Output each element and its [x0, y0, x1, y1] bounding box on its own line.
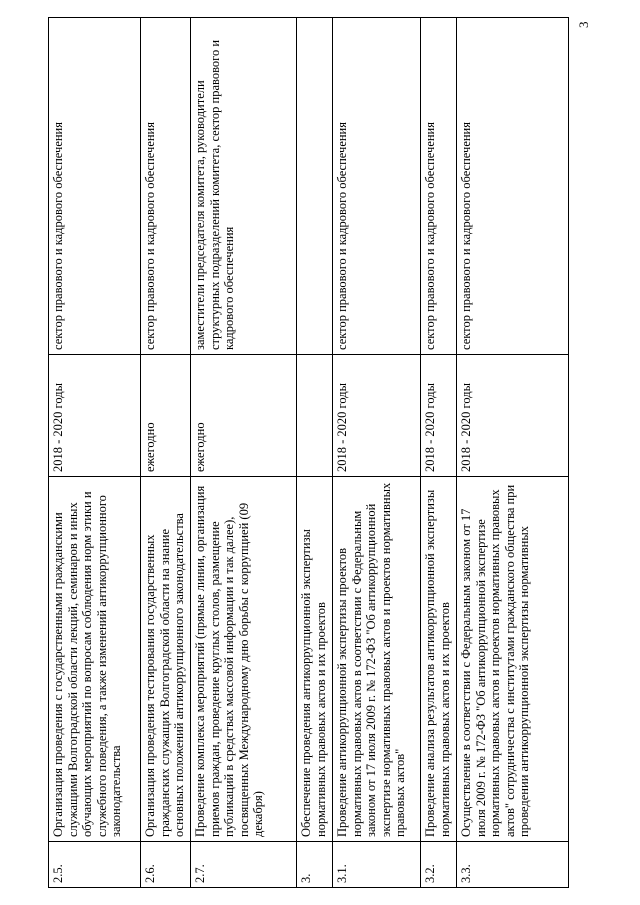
table-row — [141, 18, 191, 888]
activity-cell: Проведение антикоррупционной экспертизы проектов нормативных правовых актов в соответствии с Федеральным законом от 17 июля 2009 г. № 172-ФЗ "Об антикоррупционной экспертизе нормативных правовых актов и проектов нормативных правовых актов" — [333, 477, 421, 842]
rotated-content — [48, 18, 598, 888]
responsible-cell — [297, 18, 333, 355]
row-number: 2.6. — [141, 842, 191, 888]
row-number: 2.7. — [191, 842, 297, 888]
page-number: 3 — [576, 21, 591, 28]
responsible-cell: сектор правового и кадрового обеспечения — [421, 18, 457, 355]
activity-cell: Обеспечение проведения антикоррупционной экспертизы нормативных правовых актов и их проектов — [297, 477, 333, 842]
plan-table — [48, 17, 569, 888]
responsible-cell: заместители председателя комитета, руководители структурных подразделений комитета, сектор правового и кадрового обеспечения — [191, 18, 297, 355]
row-number: 3. — [297, 842, 333, 888]
term-cell: 2018 - 2020 годы — [49, 355, 141, 477]
activity-cell: Осуществление в соответствии с Федеральным законом от 17 июля 2009 г. № 172-ФЗ "Об антикоррупционной экспертизе нормативных правовых актов и проектов нормативных правовых актов" сотрудничества с институтами гражданского общества при проведении антикоррупционной экспертизы нормативных — [457, 477, 569, 842]
term-cell: 2018 - 2020 годы — [421, 355, 457, 477]
responsible-cell: сектор правового и кадрового обеспечения — [141, 18, 191, 355]
term-cell: 2018 - 2020 годы — [457, 355, 569, 477]
activity-cell: Проведение комплекса мероприятий (прямые линии, организация приемов граждан, проведение круглых столов, размещение публикаций в средствах массовой информации и так далее), посвященных Международному дню борьбы с коррупцией (09 декабря) — [191, 477, 297, 842]
table-row — [49, 18, 141, 888]
responsible-cell: сектор правового и кадрового обеспечения — [49, 18, 141, 355]
term-cell: 2018 - 2020 годы — [333, 355, 421, 477]
responsible-cell: сектор правового и кадрового обеспечения — [457, 18, 569, 355]
row-number: 3.2. — [421, 842, 457, 888]
term-cell — [297, 355, 333, 477]
row-number: 3.3. — [457, 842, 569, 888]
responsible-cell: сектор правового и кадрового обеспечения — [333, 18, 421, 355]
table-row — [457, 18, 569, 888]
term-cell: ежегодно — [191, 355, 297, 477]
row-number: 3.1. — [333, 842, 421, 888]
term-cell: ежегодно — [141, 355, 191, 477]
table-row — [333, 18, 421, 888]
activity-cell: Организация проведения тестирования государственных гражданских служащих Волгоградской области на знание основных положений антикоррупционного законодательства — [141, 477, 191, 842]
table-row — [421, 18, 457, 888]
activity-cell: Проведение анализа результатов антикоррупционной экспертизы нормативных правовых актов и их проектов — [421, 477, 457, 842]
row-number: 2.5. — [49, 842, 141, 888]
table-row — [191, 18, 297, 888]
table-row — [297, 18, 333, 888]
activity-cell: Организация проведения с государственными гражданскими служащими Волгоградской области лекций, семинаров и иных обучающих мероприятий по вопросам соблюдения норм этики и служебного поведения, а также изменений антикоррупционного законодательства — [49, 477, 141, 842]
